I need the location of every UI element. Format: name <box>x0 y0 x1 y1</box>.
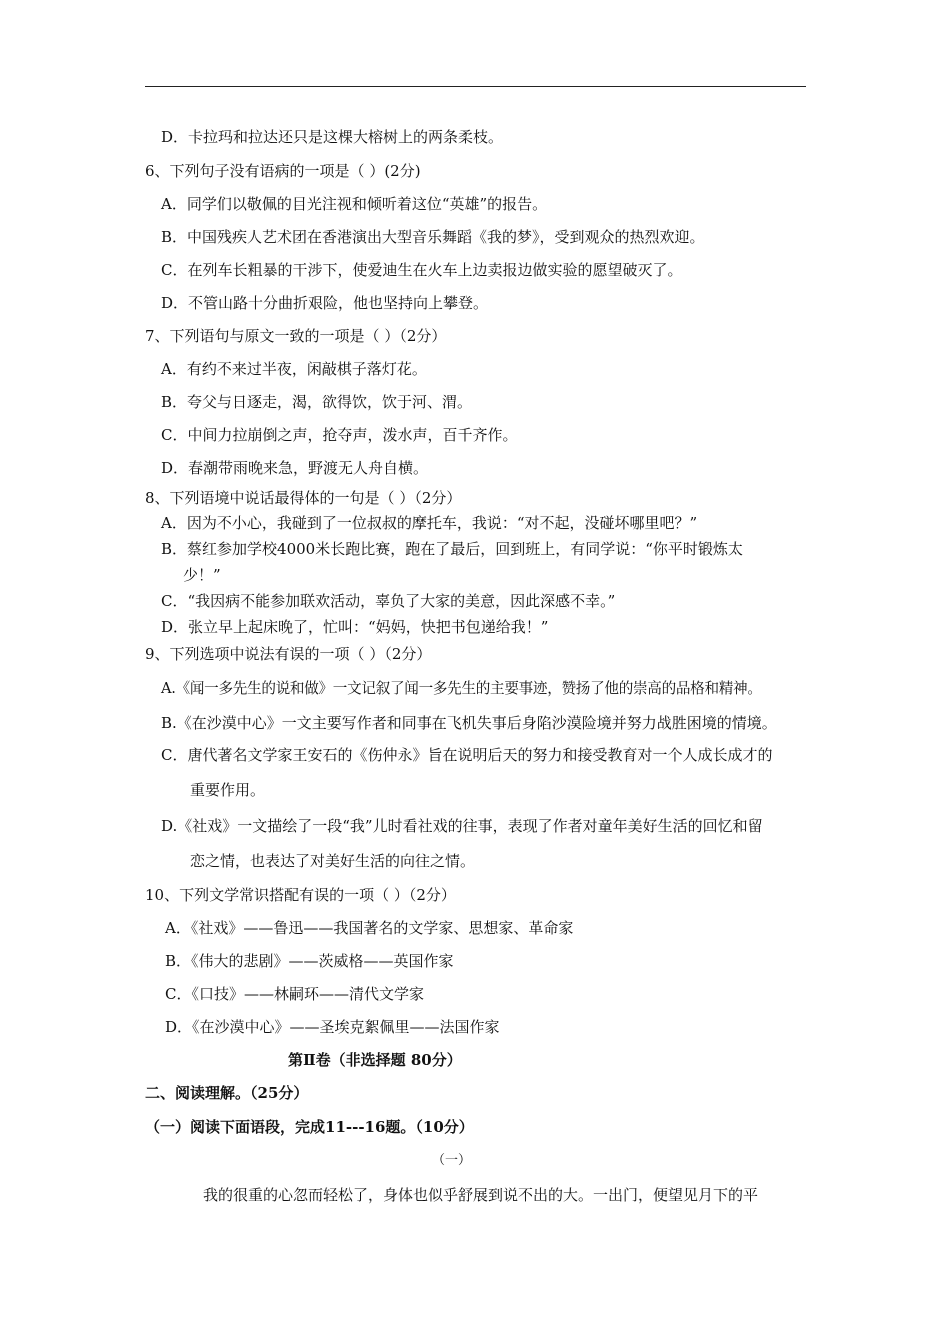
q10-option-b: B．《伟大的悲剧》——茨威格——英国作家 <box>165 952 454 970</box>
q10-option-a: A．《社戏》——鲁迅——我国著名的文学家、思想家、革命家 <box>165 919 574 937</box>
q10-option-c: C．《口技》——林嗣环——清代文学家 <box>165 985 424 1003</box>
q7-option-b: B．夸父与日逐走，渴，欲得饮，饮于河、渭。 <box>161 393 473 411</box>
q6-option-c: C．在列车长粗暴的干涉下，使爱迪生在火车上边卖报边做实验的愿望破灭了。 <box>161 261 683 279</box>
q9-option-c: C．唐代著名文学家王安石的《伤仲永》旨在说明后天的努力和接受教育对一个人成长成才的 <box>161 746 773 764</box>
question-8: 8、下列语境中说话最得体的一句是（ ）（2分） <box>145 489 462 507</box>
q7-option-d: D．春潮带雨晚来急，野渡无人舟自横。 <box>161 459 429 477</box>
passage-marker: （一） <box>432 1153 472 1168</box>
question-6: 6、下列句子没有语病的一项是（ ）(2分) <box>145 162 421 180</box>
q6-option-d: D．不管山路十分曲折艰险，他也坚持向上攀登。 <box>161 294 489 312</box>
q9-option-a: A.《闻一多先生的说和做》一文记叙了闻一多先生的主要事迹，赞扬了他的崇高的品格和精神。 <box>161 680 762 697</box>
q9-option-d: D.《社戏》一文描绘了一段“我”儿时看社戏的往事，表现了作者对童年美好生活的回忆和留 <box>161 817 763 835</box>
q5-option-d: D．卡拉玛和拉达还只是这棵大榕树上的两条柔枝。 <box>161 128 504 146</box>
q7-option-a: A．有约不来过半夜，闲敲棋子落灯花。 <box>161 360 427 378</box>
q8-option-a: A．因为不小心，我碰到了一位叔叔的摩托车，我说：“对不起，没碰坏哪里吧？” <box>161 514 698 532</box>
q10-option-d: D．《在沙漠中心》——圣埃克絮佩里——法国作家 <box>165 1018 500 1036</box>
question-7: 7、下列语句与原文一致的一项是（ ）（2分） <box>145 327 447 345</box>
passage-text: 我的很重的心忽而轻松了，身体也似乎舒展到说不出的大。一出门，便望见月下的平 <box>203 1186 759 1204</box>
question-10: 10、下列文学常识搭配有误的一项（ ）（2分） <box>145 886 456 904</box>
q6-option-a: A．同学们以敬佩的目光注视和倾听着这位“英雄”的报告。 <box>161 195 548 213</box>
header-rule <box>145 86 806 87</box>
q9-option-b: B.《在沙漠中心》一文主要写作者和同事在飞机失事后身陷沙漠险境并努力战胜困境的情境。 <box>161 714 777 732</box>
q9-option-c-continued: 重要作用。 <box>190 781 266 799</box>
part-2-heading: 第Ⅱ卷（非选择题 80分） <box>288 1051 462 1069</box>
subsection-1-heading: （一）阅读下面语段，完成11---16题。（10分） <box>145 1118 474 1136</box>
q8-option-c: C．“我因病不能参加联欢活动，辜负了大家的美意，因此深感不幸。” <box>161 592 616 610</box>
q8-option-d: D．张立早上起床晚了，忙叫：“妈妈，快把书包递给我！” <box>161 618 549 636</box>
q8-option-b: B．蔡红参加学校4000米长跑比赛，跑在了最后，回到班上，有同学说：“你平时锻炼太 <box>161 540 743 558</box>
q9-option-d-continued: 恋之情，也表达了对美好生活的向往之情。 <box>190 852 476 870</box>
question-9: 9、下列选项中说法有误的一项（ ）（2分） <box>145 645 432 663</box>
q6-option-b: B．中国残疾人艺术团在香港演出大型音乐舞蹈《我的梦》，受到观众的热烈欢迎。 <box>161 228 705 246</box>
q7-option-c: C．中间力拉崩倒之声，抢夺声，泼水声，百千齐作。 <box>161 426 518 444</box>
q8-option-b-continued: 少！” <box>183 566 221 584</box>
section-2-heading: 二、阅读理解。（25分） <box>145 1084 309 1102</box>
